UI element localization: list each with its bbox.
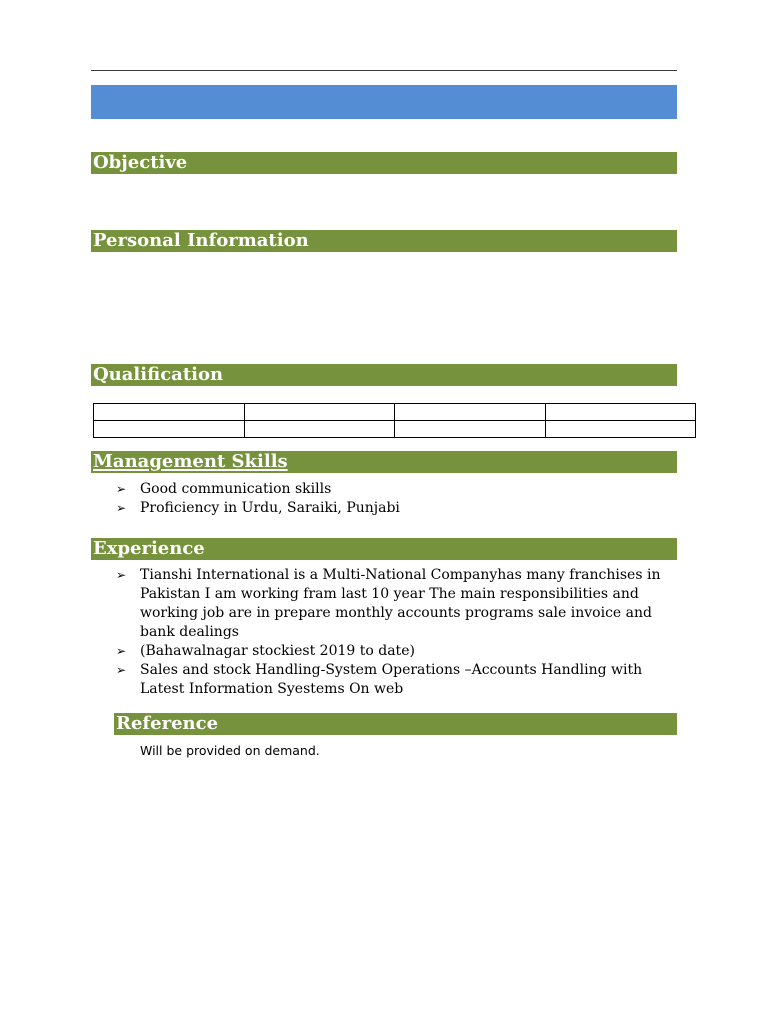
qualification-table bbox=[93, 403, 696, 438]
name-banner bbox=[91, 85, 677, 119]
table-cell bbox=[244, 421, 395, 438]
table-cell bbox=[94, 404, 245, 421]
arrowhead-bullet-icon: ➢ bbox=[116, 482, 127, 496]
list-item bbox=[116, 661, 681, 699]
reference-heading-label: Reference bbox=[116, 713, 219, 734]
list-item bbox=[116, 642, 681, 661]
table-row bbox=[94, 404, 696, 421]
reference-heading bbox=[114, 713, 677, 735]
list-item bbox=[116, 480, 676, 499]
arrowhead-bullet-icon: ➢ bbox=[116, 663, 127, 677]
table-row bbox=[94, 421, 696, 438]
qualification-heading bbox=[91, 364, 677, 386]
experience-heading bbox=[91, 538, 677, 560]
reference-text: Will be provided on demand. bbox=[140, 743, 320, 758]
top-divider bbox=[91, 70, 677, 71]
table-cell bbox=[395, 421, 546, 438]
management-skills-heading bbox=[91, 451, 677, 473]
list-item-text: (Bahawalnagar stockiest 2019 to date) bbox=[140, 643, 415, 659]
arrowhead-bullet-icon: ➢ bbox=[116, 568, 127, 582]
arrowhead-bullet-icon: ➢ bbox=[116, 501, 127, 515]
list-item bbox=[116, 566, 681, 642]
list-item-text: Proficiency in Urdu, Saraiki, Punjabi bbox=[140, 500, 400, 516]
table-cell bbox=[94, 421, 245, 438]
objective-heading-label: Objective bbox=[93, 152, 188, 173]
qualification-heading-label: Qualification bbox=[93, 364, 224, 385]
experience-heading-label: Experience bbox=[93, 538, 205, 559]
table-cell bbox=[395, 404, 546, 421]
list-item-text: Tianshi International is a Multi-National Companyhas many franchises in Pakistan I am working fram last 10 year The main responsibilities and working job are in prepare monthly accounts programs sale invoice and bank dealings bbox=[140, 567, 661, 640]
management-skills-heading-label: Management Skills bbox=[93, 451, 288, 472]
table-cell bbox=[545, 404, 696, 421]
personal-information-heading-label: Personal Information bbox=[93, 230, 309, 251]
management-skills-list bbox=[116, 480, 676, 518]
list-item-text: Good communication skills bbox=[140, 481, 332, 497]
list-item-text: Sales and stock Handling-System Operations –Accounts Handling with Latest Information Syestems On web bbox=[140, 662, 643, 697]
table-cell bbox=[244, 404, 395, 421]
arrowhead-bullet-icon: ➢ bbox=[116, 644, 127, 658]
personal-information-heading bbox=[91, 230, 677, 252]
experience-list bbox=[116, 566, 681, 699]
table-cell bbox=[545, 421, 696, 438]
objective-heading bbox=[91, 152, 677, 174]
list-item bbox=[116, 499, 676, 518]
